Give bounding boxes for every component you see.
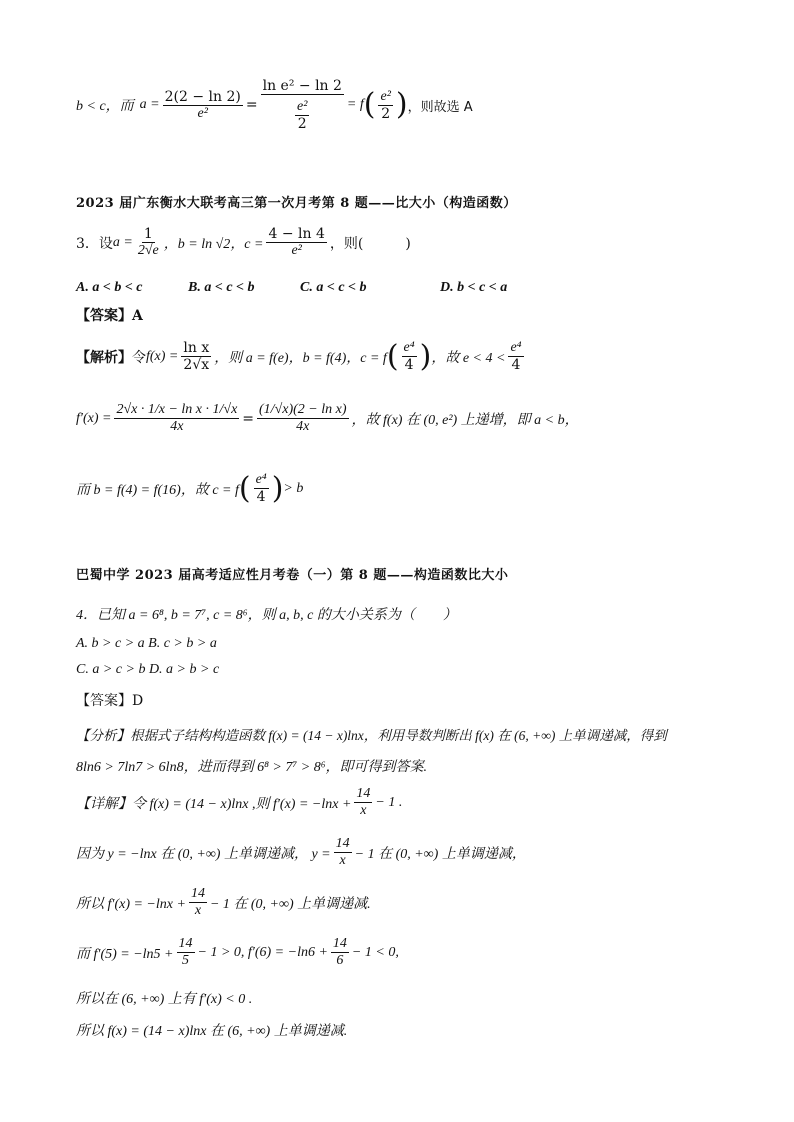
q3-option-d[interactable]: D. b < c < a bbox=[440, 280, 508, 295]
q3-derivative-line: f′(x) = $\frac{\text{2√x · 1/x − ln x · 1/√x}}{4x}$ = $\frac{\text{(1/√x)(2 − ln x)}}{4x}$ ，故 f(x) 在 (0, e²) 上递增，即 a < b， bbox=[76, 402, 579, 435]
q4-analysis-2: 8ln6 > 7ln7 > 6ln8，进而得到 6⁸ > 7⁷ > 8⁶，即可得到答案. bbox=[76, 760, 428, 775]
top-a-eq: a = bbox=[139, 97, 160, 113]
top-frac-2: $\frac{\text{ln e² − ln 2}}{\frac{\text{e²}}{2}}$ bbox=[262, 78, 342, 133]
q3-option-b[interactable]: B. a < c < b bbox=[188, 280, 255, 295]
q4-stem: 4．已知 a = 6⁸, b = 7⁷, c = 8⁶，则 a, b, c 的大小关系为（ ） bbox=[76, 608, 457, 623]
q3-stem: 3．设 a = $\frac{1}{2√e}$ ，b = ln √2 ，c = $\frac{4 - \ln 4}{\text{e²}}$ ，则( ) bbox=[76, 226, 411, 259]
q4-detail-3: 所以 f′(x) = −lnx + $\frac{14}{x}$ − 1 在 (0, +∞) 上单调递减. bbox=[76, 886, 371, 919]
q4-detail-1: 【详解】令 f(x) = (14 − x)lnx ,则 f′(x) = −lnx + $\frac{14}{x}$ − 1 . bbox=[76, 786, 403, 819]
q3-c-frac: $\frac{4 - \ln 4}{\text{e²}}$ bbox=[268, 226, 325, 259]
q3-option-a[interactable]: A. a < b < c bbox=[76, 280, 143, 295]
q3-deriv-frac-2: $\frac{\text{(1/√x)(2 − ln x)}}{4x}$ bbox=[259, 402, 347, 435]
q4-detail-5: 所以在 (6, +∞) 上有 f′(x) < 0 . bbox=[76, 992, 253, 1007]
section-heading-2: 巴蜀中学 2023 届高考适应性月考卷（一）第 8 题——构造函数比大小 bbox=[76, 568, 509, 583]
q3-a-frac: $\frac{1}{2√e}$ bbox=[137, 226, 159, 259]
q4-detail-4: 而 f′(5) = −ln5 + $\frac{14}{5}$ − 1 > 0, f′(6) = −ln6 + $\frac{14}{6}$ − 1 < 0, bbox=[76, 936, 399, 969]
top-formula-line: b < c，而 a = $\frac{2(2 - \ln 2)}{\text{e²}}$ = $\frac{\text{ln e² − ln 2}}{\frac{\text{e²}}{2}}$ = f ( $\frac{\text{e²}}{2}$ ) ，则故选 A bbox=[76, 78, 473, 133]
q3-deriv-frac-1: $\frac{\text{2√x · 1/x − ln x · 1/√x}}{4x}$ bbox=[116, 402, 238, 435]
section-heading-1: 2023 届广东衡水大联考高三第一次月考第 8 题——比大小（构造函数） bbox=[76, 196, 517, 211]
top-frac-3: $\frac{\text{e²}}{2}$ bbox=[380, 88, 391, 122]
q4-detail-2: 因为 y = −lnx 在 (0, +∞) 上单调递减， y = $\frac{14}{x}$ − 1 在 (0, +∞) 上单调递减， bbox=[76, 836, 526, 869]
top-prefix: b < c，而 bbox=[76, 99, 134, 115]
q4-analysis-1: 【分析】根据式子结构构造函数 f(x) = (14 − x)lnx，利用导数判断出 f(x) 在 (6, +∞) 上单调递减，得到 bbox=[76, 728, 667, 743]
q3-options bbox=[76, 280, 507, 296]
q4-answer: 【答案】D bbox=[76, 693, 144, 709]
q4-options-row-2[interactable]: C. a > c > b D. a > b > c bbox=[76, 662, 220, 677]
top-frac-1: $\frac{2(2 - \ln 2)}{\text{e²}}$ bbox=[164, 88, 241, 121]
q3-option-c[interactable]: C. a < c < b bbox=[300, 280, 367, 295]
q3-answer: 【答案】A bbox=[76, 308, 143, 324]
q3-fx-frac: $\frac{\text{ln x}}{2√x}$ bbox=[183, 340, 210, 374]
q4-options-row-1[interactable]: A. b > c > a B. c > b > a bbox=[76, 636, 217, 651]
q3-analysis-line: 【解析】 令 f(x) = $\frac{\text{ln x}}{2√x}$ ，则 a = f(e)，b = f(4)，c = f ( $\frac{\text{e⁴}}{4}$ ) ，故 e < 4 < $\frac{\text{e⁴}}{4}$ bbox=[76, 338, 522, 374]
q3-conclusion-line: 而 b = f(4) = f(16)，故 c = f ( $\frac{\text{e⁴}}{4}$ ) > b bbox=[76, 470, 304, 506]
q4-detail-6: 所以 f(x) = (14 − x)lnx 在 (6, +∞) 上单调递减. bbox=[76, 1024, 348, 1039]
